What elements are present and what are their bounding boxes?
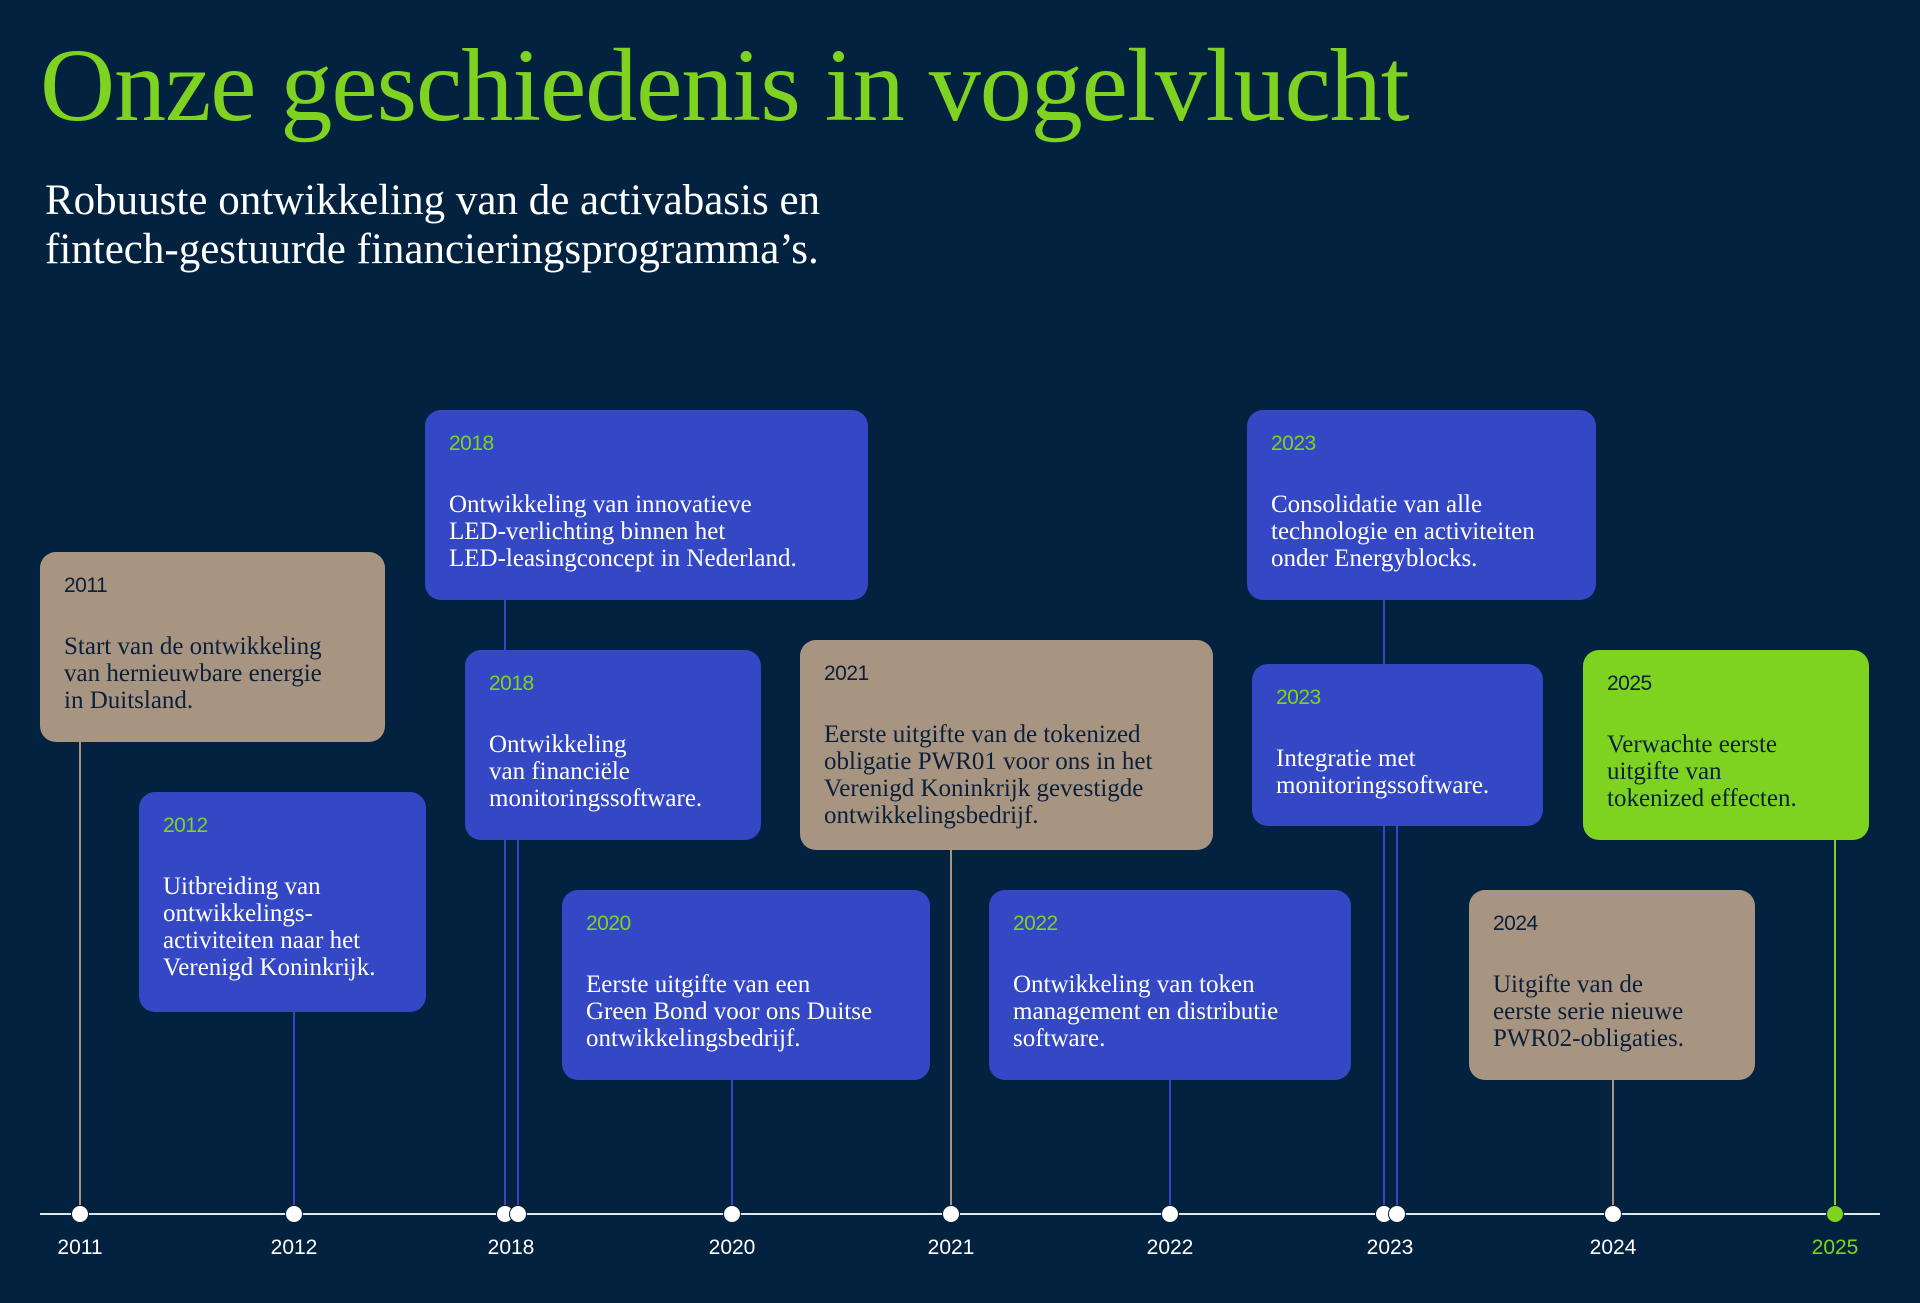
event-card-2020 — [562, 890, 930, 1080]
event-year: 2024 — [1493, 912, 1538, 935]
connector-line — [950, 846, 952, 1214]
timeline-dot — [509, 1205, 527, 1223]
event-card-2023 — [1247, 410, 1596, 600]
timeline-dot — [1604, 1205, 1622, 1223]
connector-line — [79, 738, 81, 1214]
event-year: 2021 — [824, 662, 869, 685]
event-card-2011 — [40, 552, 385, 742]
event-description-line: Ontwikkeling van token — [1013, 971, 1255, 998]
event-card-2022 — [989, 890, 1351, 1080]
event-card-2012 — [139, 792, 426, 1012]
event-description — [163, 873, 402, 981]
axis-year-label: 2018 — [487, 1236, 535, 1259]
event-description-line: LED-verlichting binnen het — [449, 518, 726, 545]
event-description-line: Ontwikkeling — [489, 731, 627, 758]
event-year: 2023 — [1271, 432, 1316, 455]
event-year: 2018 — [449, 432, 494, 455]
event-description-line: Verwachte eerste — [1607, 731, 1778, 758]
event-year: 2012 — [163, 814, 208, 837]
event-description-line: ontwikkelings- — [163, 900, 313, 927]
event-year: 2023 — [1276, 686, 1321, 709]
connector-line — [1612, 1076, 1614, 1214]
event-year: 2020 — [586, 912, 631, 935]
event-description-line: Uitbreiding van — [163, 873, 321, 900]
event-card-2023 — [1252, 664, 1543, 826]
event-description-line: Start van de ontwikkeling — [64, 633, 322, 660]
event-description — [1276, 745, 1519, 799]
connector-line — [731, 1076, 733, 1214]
event-description-line: Verenigd Koninkrijk. — [163, 954, 376, 981]
event-description — [1493, 971, 1731, 1052]
event-description — [1013, 971, 1327, 1052]
event-card-2018 — [465, 650, 761, 840]
event-card-2018 — [425, 410, 868, 600]
event-description-line: Green Bond voor ons Duitse — [586, 998, 873, 1025]
event-description-line: uitgifte van — [1607, 758, 1722, 785]
axis-year-label: 2023 — [1366, 1236, 1414, 1259]
event-card-2025 — [1583, 650, 1869, 840]
event-description-line: Verenigd Koninkrijk gevestigde — [824, 775, 1144, 802]
event-year: 2011 — [64, 574, 108, 597]
event-description-line: monitoringssoftware. — [1276, 772, 1490, 799]
connector-line — [1834, 836, 1836, 1214]
axis-year-label: 2020 — [708, 1236, 756, 1259]
event-description-line: van financiële — [489, 758, 630, 785]
event-description-line: obligatie PWR01 voor ons in het — [824, 748, 1153, 775]
event-description-line: eerste serie nieuwe — [1493, 998, 1684, 1025]
event-description-line: tokenized effecten. — [1607, 785, 1797, 812]
event-description — [1607, 731, 1845, 812]
axis-year-label: 2025 — [1811, 1236, 1859, 1259]
axis-year-label: 2021 — [927, 1236, 975, 1259]
event-description-line: technologie en activiteiten — [1271, 518, 1535, 545]
event-description-line: Ontwikkeling van innovatieve — [449, 491, 752, 518]
event-description-line: Eerste uitgifte van de tokenized — [824, 721, 1141, 748]
event-description-line: van hernieuwbare energie — [64, 660, 322, 687]
event-description — [1271, 491, 1572, 572]
event-card-2024 — [1469, 890, 1755, 1080]
event-description-line: onder Energyblocks. — [1271, 545, 1478, 572]
event-year: 2018 — [489, 672, 534, 695]
event-year: 2025 — [1607, 672, 1652, 695]
timeline-dot — [1826, 1205, 1844, 1223]
connector-line — [293, 1008, 295, 1214]
subtitle-line: Robuuste ontwikkeling van de activabasis en — [45, 177, 821, 224]
axis-year-label: 2022 — [1146, 1236, 1194, 1259]
event-description — [586, 971, 906, 1052]
event-description-line: activiteiten naar het — [163, 927, 361, 954]
event-card-2021 — [800, 640, 1213, 850]
event-description-line: ontwikkelingsbedrijf. — [824, 802, 1039, 829]
event-description-line: ontwikkelingsbedrijf. — [586, 1025, 801, 1052]
event-description — [824, 721, 1189, 829]
timeline-dot — [1161, 1205, 1179, 1223]
event-description-line: monitoringssoftware. — [489, 785, 703, 812]
connector-line — [517, 836, 519, 1214]
event-description-line: management en distributie — [1013, 998, 1279, 1025]
event-description-line: LED-leasingconcept in Nederland. — [449, 545, 797, 572]
timeline-dot — [71, 1205, 89, 1223]
event-description-line: PWR02-obligaties. — [1493, 1025, 1684, 1052]
event-description — [489, 731, 737, 812]
timeline-dot — [942, 1205, 960, 1223]
event-description-line: Integratie met — [1276, 745, 1416, 772]
event-description-line: Eerste uitgifte van een — [586, 971, 811, 998]
timeline-dot — [1388, 1205, 1406, 1223]
axis-year-label: 2012 — [270, 1236, 318, 1259]
page-subtitle — [45, 176, 1025, 274]
subtitle-line: fintech-gestuurde financieringsprogramma’s. — [45, 226, 819, 273]
axis-year-label: 2011 — [57, 1236, 103, 1259]
timeline-dot — [723, 1205, 741, 1223]
timeline-dot — [285, 1205, 303, 1223]
event-description-line: in Duitsland. — [64, 687, 194, 714]
event-description — [64, 633, 361, 714]
event-description — [449, 491, 844, 572]
connector-line — [1396, 822, 1398, 1214]
event-description-line: Uitgifte van de — [1493, 971, 1643, 998]
page-title: Onze geschiedenis in vogelvlucht — [40, 28, 1409, 143]
event-description-line: Consolidatie van alle — [1271, 491, 1483, 518]
event-description-line: software. — [1013, 1025, 1106, 1052]
event-year: 2022 — [1013, 912, 1058, 935]
connector-line — [1169, 1076, 1171, 1214]
axis-year-label: 2024 — [1589, 1236, 1637, 1259]
